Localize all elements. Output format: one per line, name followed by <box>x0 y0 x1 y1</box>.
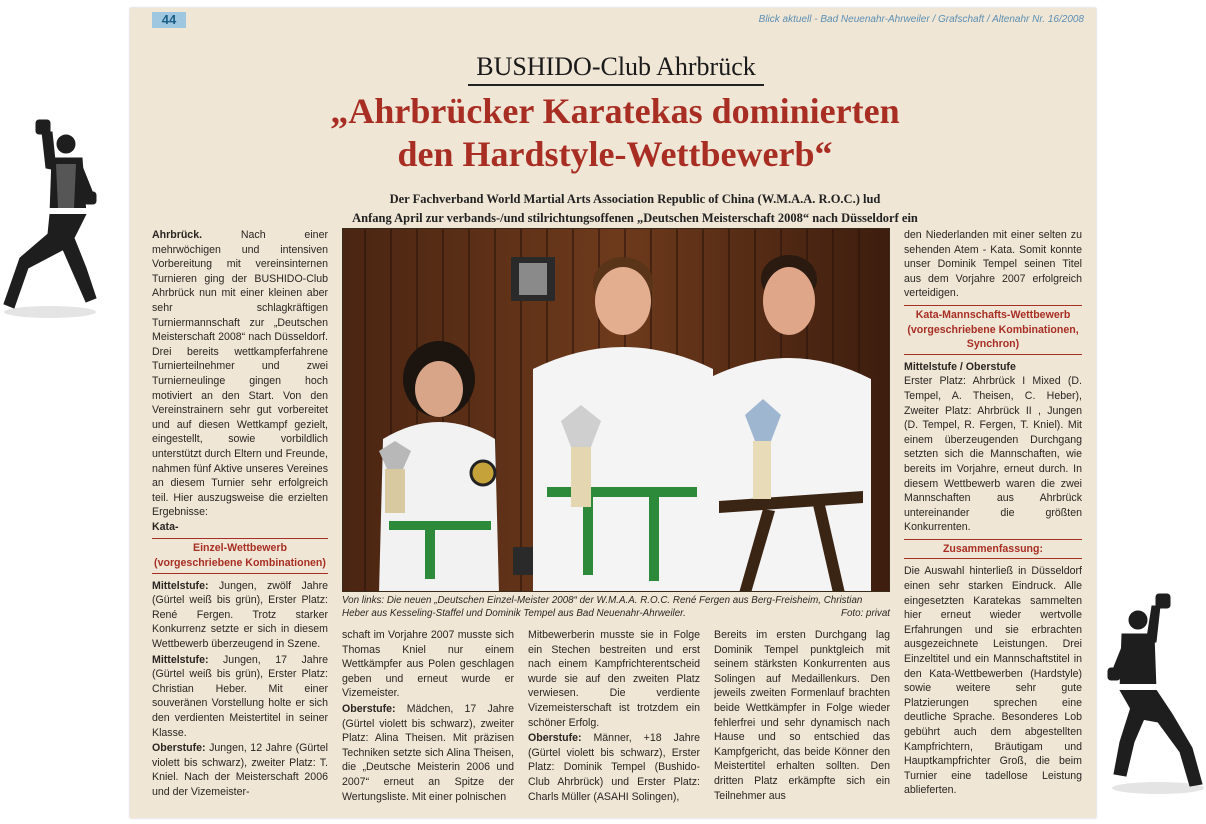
result-text: Jungen, zwölf Jahre (Gürtel weiß bis grün), Erster Platz: René Fergen. Trotz starker Konkurrenz setzte er sich in diesem Wettbewerb überzeugend in Szene. <box>152 579 328 651</box>
deck-line-2: Anfang April zur verbands-/und stilrichtungsoffenen „Deutschen Meisterschaft 2008“ nach Düsseldorf ein <box>352 211 918 225</box>
article-column-5 <box>904 228 1082 813</box>
result-label: Mittelstufe: <box>152 653 209 666</box>
karateka-icon-right <box>1106 592 1206 798</box>
paragraph: schaft im Vorjahre 2007 musste sich Thomas Kniel nur einem Wettkämpfer aus Polen geschlagen geben und erneut wurde er Vizemeister. <box>342 629 514 700</box>
intro-text: Nach einer mehrwöchigen und intensiven Vorbereitung mit vereinsinternen Turnieren ging der BUSHIDO-Club Ahrbrück nun mit einer kleinen aber sehr schlagkräftigen Turniermannschaft zur „Deutschen Meisterschaft 2008“ nach Düsseldorf. Drei bereits wettkampferfahrene Turnierteilnehmer und zwei Turnierneulinge gingen hoch motiviert an den Start. Von den Vereinstrainern sehr gut vorbereitet und auf diesen Wettkampf gezielt, eingestellt, sowie vorbildlich unterstützt durch Eltern und Freunde, nahmen fünf Aktive unseres Vereines an diesem Turnier sehr erfolgreich teil. Hier auszugsweise die erzielten Ergebnisse: <box>152 229 328 519</box>
paragraph: Die Auswahl hinterließ in Düsseldorf einen sehr starken Eindruck. Alle eingesetzten Karatekas sammelten hier erneut wieder wertvolle Erfahrungen und sie erbrachten ausgezeichnete Leistungen. Drei Einzeltitel und ein Mannschaftstitel in den Kata-Wettbewerben (Hardstyle) sowie weitere sehr gute Platzierungen sprechen eine deutliche Sprache. Besonderes Lob gebührt auch dem abgestellten Kampfrichtern, Bräutigam und Hauptkampfrichter Groß, die beim Turnier eine tadellose Leistung ablieferten. <box>904 565 1082 797</box>
section-heading-einzel: Einzel-Wettbewerb (vorgeschriebene Kombinationen) <box>152 538 328 573</box>
page-number: 44 <box>152 12 186 28</box>
article-deck <box>280 190 990 228</box>
headline-line-2: den Hardstyle-Wettbewerb“ <box>397 134 833 174</box>
result-text: Männer, +18 Jahre (Gürtel violett bis schwarz), Erster Platz: Dominik Tempel (Bushido-Club Ahrbrück) und Erster Platz: Charls Müller (ASAHI Solingen), <box>528 732 700 803</box>
article-column-4 <box>714 628 890 814</box>
kata-label: Kata- <box>152 520 179 533</box>
article-kicker: BUSHIDO-Club Ahrbrück <box>468 52 764 86</box>
paragraph: den Niederlanden mit einer selten zu sehenden Atem - Kata. Somit konnte unser Dominik Tempel seinen Titel aus dem Vorjahre 2007 erfolgreich verteidigen. <box>904 229 1082 300</box>
headline-line-1: „Ahrbrücker Karatekas dominierten <box>330 91 900 131</box>
team-photo <box>342 228 890 592</box>
photo-credit: Foto: privat <box>840 608 890 619</box>
running-head: Blick aktuell - Bad Neuenahr-Ahrweiler / Grafschaft / Altenahr Nr. 16/2008 <box>758 14 1084 25</box>
section-heading-mannschaft: Kata-Mannschafts-Wettbewerb (vorgeschriebene Kombinationen, Synchron) <box>904 305 1082 355</box>
section-heading-zusammenfassung: Zusammenfassung: <box>904 539 1082 560</box>
newspaper-page <box>130 8 1096 818</box>
photo-image <box>343 229 890 592</box>
result-text: Jungen, 12 Jahre (Gürtel violett bis schwarz), zweiter Platz: T. Kniel. Nach der Meisterschaft 2006 und der Vizemeister- <box>152 742 328 798</box>
article-headline <box>250 90 980 176</box>
result-label: Oberstufe: <box>152 742 206 755</box>
paragraph: Bereits im ersten Durchgang lag Dominik Tempel punktgleich mit seinem stärksten Konkurrenten aus Solingen auf Medaillenkurs. Den jeweils zweiten Formenlauf brachten beide Wettkämpfer in Folge wieder fehlerfrei und sehr dynamisch nach Hause und so entschied das Kampfgericht, das beide Könner den Meistertitel erhalten sollten. Den dritten Platz erkämpfte sich ein Teilnehmer aus <box>714 629 890 802</box>
photo-caption <box>342 594 890 620</box>
article-column-3 <box>528 628 700 814</box>
result-label: Mittelstufe / Oberstufe <box>904 360 1016 373</box>
article-column-1 <box>152 228 328 813</box>
result-label: Mittelstufe: <box>152 579 209 592</box>
result-text: Jungen, 17 Jahre (Gürtel weiß bis grün), Erster Platz: Christian Heber. Mit einer souveränen Vorstellung holte er sich den verdienten Meistertitel in seiner Klasse. <box>152 653 328 739</box>
paragraph: Mitbewerberin musste sie in Folge ein Stechen bestreiten und erst nach einem Kampfrichterentscheid wurde sie auf den zweiten Platz verwiesen. Die verdiente Vizemeisterschaft ist trotzdem ein schöner Erfolg. <box>528 629 700 729</box>
dateline: Ahrbrück. <box>152 229 203 241</box>
result-text: Mädchen, 17 Jahre (Gürtel violett bis schwarz), zweiter Platz: Alina Theisen. Mit präzisen Techniken setzte sich Alina Theisen, die „Deutsche Meisterin 2006 und 2007“ erneut an Spitze der Wertungsliste. Mit einer polnischen <box>342 702 514 803</box>
result-label: Oberstufe: <box>342 702 396 715</box>
result-text: Erster Platz: Ahrbrück I Mixed (D. Tempel, A. Theisen, C. Heber), Zweiter Platz: Ahrbrück II , Jungen (D. Tempel, R. Fergen, T. Kniel). Mit einem überzeugenden Durchgang setzten sich die Mannschaften, wie bereits im Vorjahre, erneut durch. In diesem Wettbewerb waren die zwei Mannschaften aus Ahrbrück untereinander die größten Konkurrenten. <box>904 375 1082 534</box>
caption-text: Von links: Die neuen „Deutschen Einzel-Meister 2008“ der W.M.A.A. R.O.C. René Fergen aus Berg-Freisheim, Christian Heber aus Kesseling-Staffel und Dominik Tempel aus Bad Neuenahr-Ahrweiler. <box>342 595 863 619</box>
deck-line-1: Der Fachverband World Martial Arts Association Republic of China (W.M.A.A. R.O.C.) lud <box>389 192 881 206</box>
article-column-2 <box>342 628 514 814</box>
karateka-icon-left <box>0 118 106 320</box>
result-label: Oberstufe: <box>528 732 582 745</box>
